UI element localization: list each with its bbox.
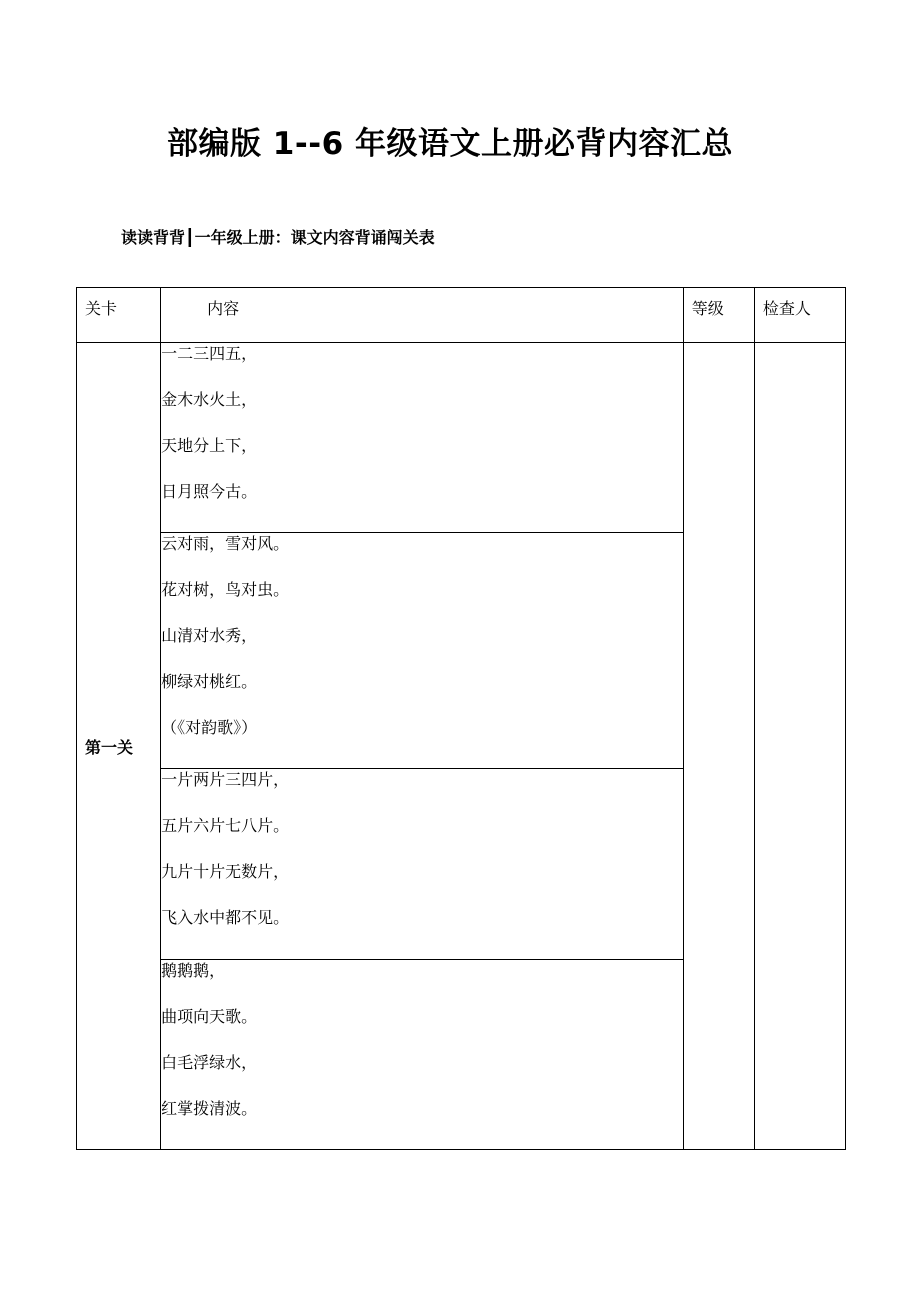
poem-line: 柳绿对桃红。: [161, 672, 258, 691]
table-header-row: [77, 288, 846, 343]
poem-line: 日月照今古。: [161, 482, 258, 501]
poem-cell: [161, 960, 684, 1150]
poem-cell: [161, 343, 684, 533]
poem-cell: [161, 769, 684, 960]
poem-line: 九片十片无数片，: [161, 862, 290, 881]
level-label: 第一关: [85, 737, 134, 757]
poem-source: （《对韵歌》）: [161, 718, 258, 737]
poem-line: 花对树，鸟对虫。: [161, 580, 290, 599]
document-subtitle: 读读背背┃一年级上册：课文内容背诵闯关表: [121, 228, 435, 247]
poem-line: 云对雨，雪对风。: [161, 534, 290, 553]
header-grade-label: 等级: [691, 299, 724, 318]
checker-cell[interactable]: [754, 343, 845, 1150]
poem-cell: [161, 533, 684, 769]
recitation-checklist-table: [76, 287, 846, 1150]
header-cell-grade: [683, 288, 754, 343]
poem-line: 红掌拨清波。: [161, 1099, 258, 1118]
header-checker-label: 检查人: [762, 299, 811, 318]
header-cell-content: [161, 288, 684, 343]
poem-line: 天地分上下，: [161, 436, 258, 455]
poem-line: 曲项向天歌。: [161, 1007, 258, 1026]
poem-line: 一片两片三四片，: [161, 770, 290, 789]
poem-line: 一二三四五，: [161, 344, 258, 363]
poem-line: 飞入水中都不见。: [161, 908, 290, 927]
poem-line: 山清对水秀，: [161, 626, 258, 645]
header-content-label: 内容: [207, 299, 240, 318]
document-title: 部编版 1--6 年级语文上册必背内容汇总: [167, 126, 733, 162]
poem-line: 金木水火土，: [161, 390, 258, 409]
table-row: [77, 343, 846, 533]
header-cell-level: [77, 288, 161, 343]
level-cell: [77, 343, 161, 1150]
poem-line: 白毛浮绿水，: [161, 1053, 258, 1072]
header-cell-checker: [754, 288, 845, 343]
grade-cell[interactable]: [683, 343, 754, 1150]
poem-line: 鹅鹅鹅，: [161, 961, 226, 980]
poem-line: 五片六片七八片。: [161, 816, 290, 835]
header-level-label: 关卡: [85, 299, 118, 318]
